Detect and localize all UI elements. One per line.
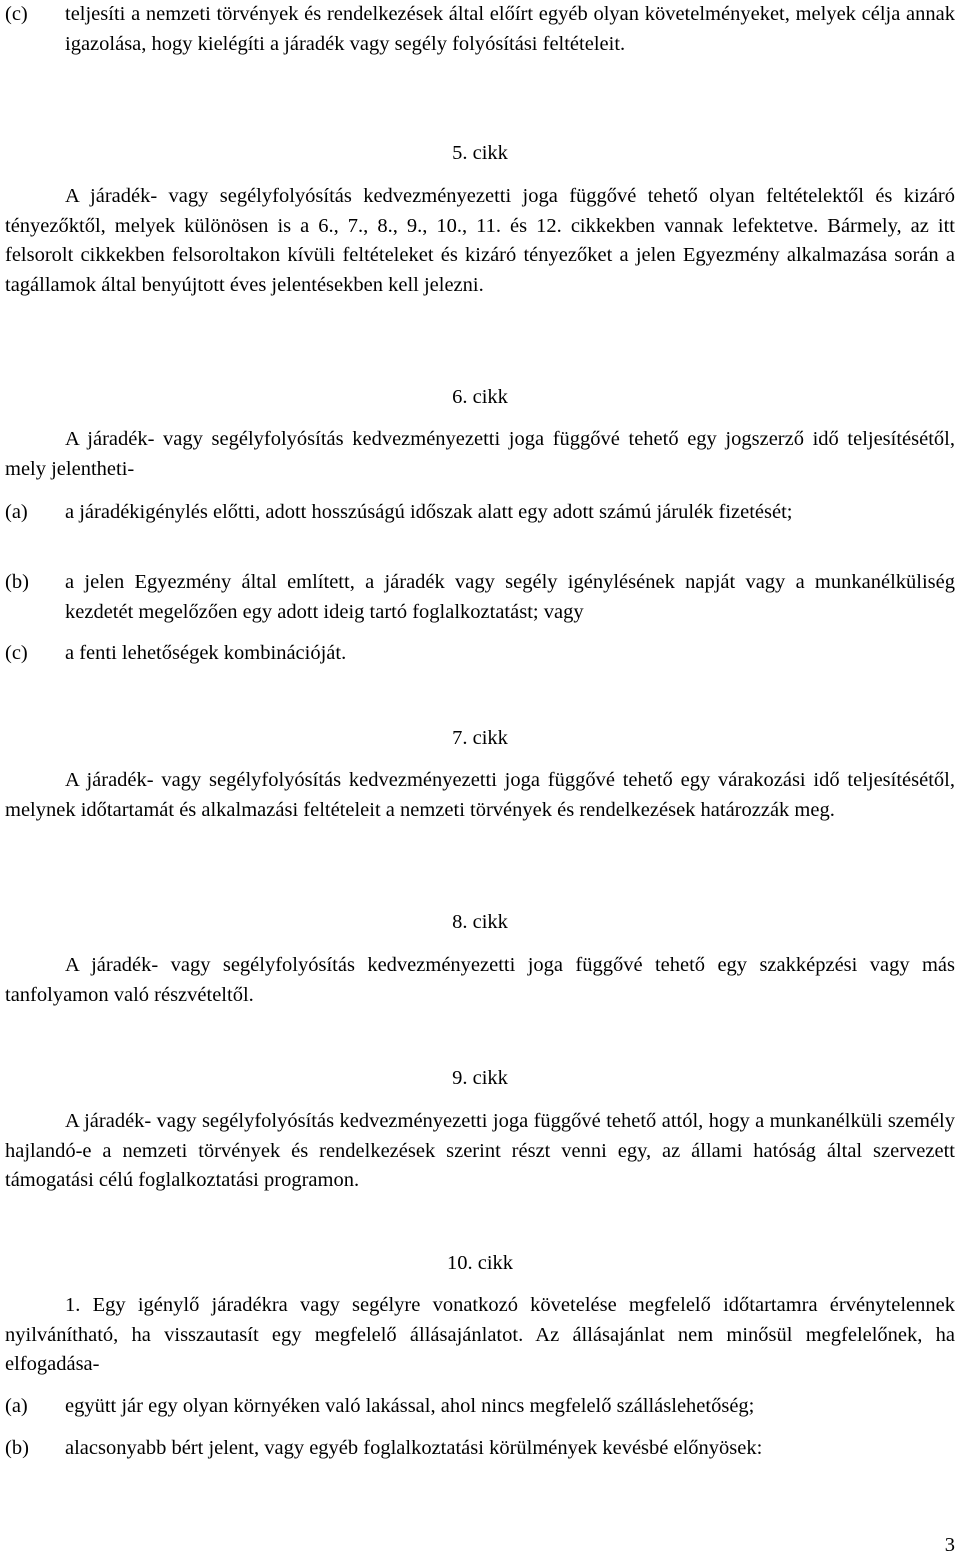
article-word: cikk	[477, 1252, 514, 1274]
list-item-text: alacsonyabb bért jelent, vagy egyéb foglalkoztatási körülmények kevésbé előnyösek:	[65, 1437, 763, 1459]
article-7-text: A járadék- vagy segélyfolyósítás kedvezményezetti joga függővé tehető egy várakozási idő teljesítésétől, melynek időtartamát és alkalmazási feltételeit a nemzeti törvények és rendelkezések határozzák meg.	[5, 769, 955, 821]
article-number: 8.	[452, 911, 468, 933]
article-word: cikk	[472, 142, 508, 164]
article-word: cikk	[472, 727, 508, 749]
list-item-a-art10	[5, 1392, 955, 1422]
article-word: cikk	[472, 1067, 508, 1089]
list-item-text: teljesíti a nemzeti törvények és rendelkezések által előírt egyéb olyan követelményeket, melyek célja annak igazolása, hogy kielégíti a járadék vagy segély folyósítási feltételeit.	[65, 3, 955, 55]
article-word: cikk	[472, 911, 508, 933]
list-item-label: (c)	[5, 3, 28, 25]
list-item-text: a fenti lehetőségek kombinációját.	[65, 642, 347, 664]
list-item-a	[5, 498, 955, 528]
article-10-text: 1. Egy igénylő járadékra vagy segélyre vonatkozó követelése megfelelő időtartamra érvénytelennek nyilvánítható, ha visszautasít egy megfelelő állásajánlatot. Az állásajánlat nem minősül megfelelőnek, ha elfogadása-	[5, 1294, 955, 1375]
article-6-text: A járadék- vagy segélyfolyósítás kedvezményezetti joga függővé tehető egy jogszerző idő teljesítésétől, mely jelentheti-	[5, 428, 955, 480]
list-item-b	[5, 568, 955, 627]
article-5-heading	[5, 139, 955, 169]
page-number: 3	[944, 1534, 955, 1556]
article-10-heading	[5, 1249, 955, 1279]
list-item-text: együtt jár egy olyan környéken való lakással, ahol nincs megfelelő szálláslehetőség;	[65, 1395, 755, 1417]
list-item-c	[5, 639, 955, 669]
list-item-b-art10	[5, 1434, 955, 1464]
list-item-label: (c)	[5, 642, 28, 664]
article-8-heading	[5, 908, 955, 938]
article-8-text: A járadék- vagy segélyfolyósítás kedvezményezetti joga függővé tehető egy szakképzési vagy más tanfolyamon való részvételtől.	[5, 954, 955, 1006]
article-number: 5.	[452, 142, 468, 164]
list-item-c-top	[5, 0, 955, 59]
article-7-heading	[5, 724, 955, 754]
article-6-heading	[5, 383, 955, 413]
article-5-text: A járadék- vagy segélyfolyósítás kedvezményezetti joga függővé tehető olyan feltételektől és kizáró tényezőktől, melyek különösen is a 6., 7., 8., 9., 10., 11. és 12. cikkekben vannak lefektetve. Bármely, az itt felsorolt cikkekben felsoroltakon kívüli feltételeket és kizáró tényezőket a jelen Egyezmény alkalmazása során a tagállamok által benyújtott éves jelentésekben kell jelezni.	[5, 185, 955, 296]
list-item-label: (a)	[5, 501, 28, 523]
list-item-text: a jelen Egyezmény által említett, a járadék vagy segély igénylésének napját vagy a munkanélküliség kezdetét megelőzően egy adott ideig tartó foglalkoztatást; vagy	[65, 571, 955, 623]
list-item-text: a járadékigénylés előtti, adott hosszúságú időszak alatt egy adott számú járulék fizetését;	[65, 501, 793, 523]
article-9-text: A járadék- vagy segélyfolyósítás kedvezményezetti joga függővé tehető attól, hogy a munkanélküli személy hajlandó-e a nemzeti törvények és rendelkezések szerint részt venni egy, az állami hatóság által szervezett támogatási célú foglalkoztatási programon.	[5, 1110, 955, 1191]
article-word: cikk	[472, 386, 508, 408]
article-number: 6.	[452, 386, 468, 408]
article-number: 9.	[452, 1067, 468, 1089]
list-item-label: (b)	[5, 571, 29, 593]
list-item-label: (b)	[5, 1437, 29, 1459]
article-9-heading	[5, 1064, 955, 1094]
list-item-label: (a)	[5, 1395, 28, 1417]
article-number: 7.	[452, 727, 468, 749]
article-number: 10.	[446, 1252, 473, 1274]
